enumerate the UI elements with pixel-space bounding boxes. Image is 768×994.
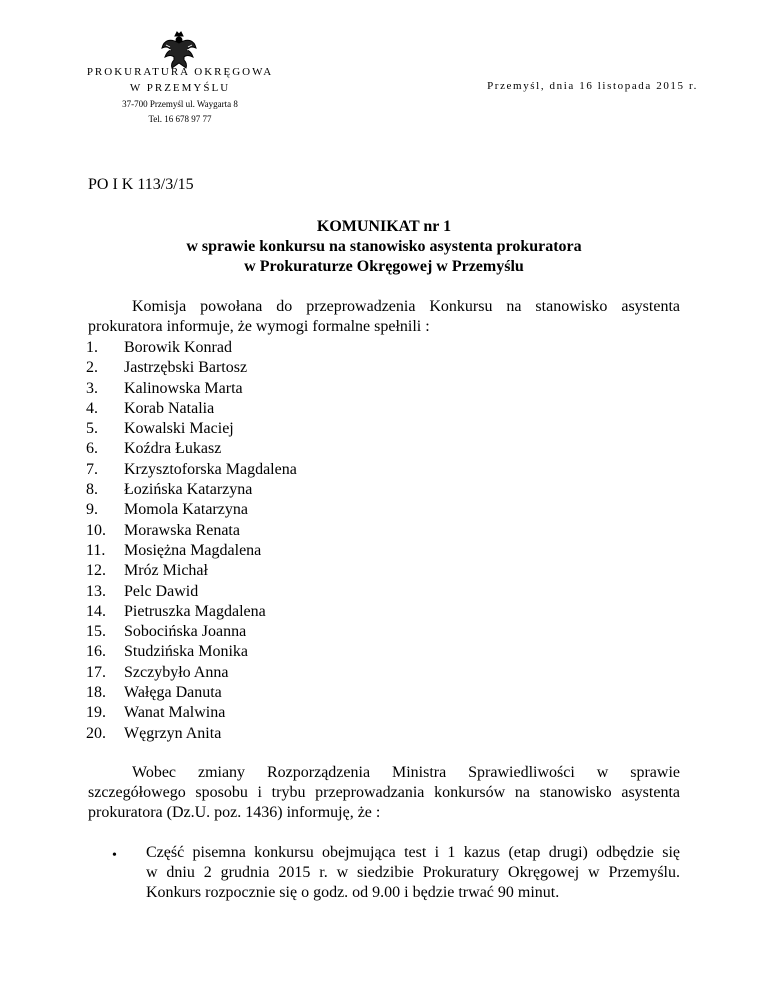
document-title: KOMUNIKAT nr 1 xyxy=(316,218,452,235)
list-item-number: 16. xyxy=(86,643,106,661)
list-item-name: Krzysztoforska Magdalena xyxy=(124,460,297,478)
case-reference: PO I K 113/3/15 xyxy=(88,176,194,193)
institution-address: 37-700 Przemyśl ul. Waygarta 8 xyxy=(122,99,238,109)
list-item-name: Kalinowska Marta xyxy=(124,379,243,397)
list-item-number: 13. xyxy=(86,582,106,600)
list-item-name: Wałęga Danuta xyxy=(124,684,222,702)
regulation-paragraph xyxy=(88,763,680,823)
list-item-name: Łozińska Katarzyna xyxy=(124,481,253,499)
institution-phone: Tel. 16 678 97 77 xyxy=(148,114,212,124)
list-item-number: 4. xyxy=(86,399,98,417)
list-item-name: Borowik Konrad xyxy=(124,339,232,356)
list-item-number: 1. xyxy=(86,339,98,356)
eagle-emblem-icon xyxy=(160,30,198,70)
list-item-name: Morawska Renata xyxy=(124,521,240,539)
list-item-number: 5. xyxy=(86,420,98,438)
regulation-line2: szczegółowego sposobu i trybu przeprowadzania konkursów na stanowisko asystenta xyxy=(88,784,680,801)
list-item-name: Koźdra Łukasz xyxy=(124,440,222,458)
list-item-name: Węgrzyn Anita xyxy=(124,724,222,742)
intro-paragraph xyxy=(88,297,680,337)
list-item-number: 18. xyxy=(86,684,106,702)
regulation-line3: prokuratora (Dz.U. poz. 1436) informuję, że : xyxy=(88,804,381,821)
list-item-number: 20. xyxy=(86,724,106,742)
list-item-name: Pelc Dawid xyxy=(124,582,199,600)
list-item-name: Kowalski Maciej xyxy=(124,420,234,438)
intro-line2: prokuratora informuje, że wymogi formalne spełnili : xyxy=(88,318,430,335)
list-item-number: 11. xyxy=(86,541,106,559)
list-item-number: 9. xyxy=(86,501,98,519)
list-item-number: 2. xyxy=(86,359,98,377)
list-item-name: Pietruszka Magdalena xyxy=(124,602,266,620)
list-item-number: 15. xyxy=(86,623,106,641)
list-item-name: Jastrzębski Bartosz xyxy=(124,359,248,377)
bullet-icon: • xyxy=(112,848,117,863)
list-item-number: 17. xyxy=(86,663,106,681)
intro-line1: Komisja powołana do przeprowadzenia Konkursu na stanowisko asystenta xyxy=(132,298,680,315)
bullet-paragraph xyxy=(146,843,680,903)
list-item-name: Mosiężna Magdalena xyxy=(124,541,262,559)
document-subtitle-line1: w sprawie konkursu na stanowisko asystenta prokuratora xyxy=(186,238,582,255)
list-item-name: Sobocińska Joanna xyxy=(124,623,247,641)
list-item-number: 10. xyxy=(86,521,106,539)
document-subtitle-line2: w Prokuraturze Okręgowej w Przemyślu xyxy=(244,258,524,275)
list-item-number: 14. xyxy=(86,602,106,620)
list-item-name: Korab Natalia xyxy=(124,399,215,417)
bullet-line1: Część pisemna konkursu obejmująca test i 1 kazus (etap drugi) odbędzie się xyxy=(146,844,680,861)
list-item-number: 3. xyxy=(86,379,98,397)
list-item-name: Mróz Michał xyxy=(124,562,208,580)
list-item-number: 19. xyxy=(86,704,106,722)
list-item-name: Wanat Malwina xyxy=(124,704,226,722)
list-item-name: Studzińska Monika xyxy=(124,643,248,661)
list-item-name: Szczybyło Anna xyxy=(124,663,229,681)
list-item-number: 7. xyxy=(86,460,98,478)
bullet-line2: w dniu 2 grudnia 2015 r. w siedzibie Prokuratury Okręgowej w Przemyślu. xyxy=(146,864,680,881)
bullet-line3: Konkurs rozpocznie się o godz. od 9.00 i będzie trwać 90 minut. xyxy=(146,884,560,901)
list-item-name: Momola Katarzyna xyxy=(124,501,248,519)
list-item-number: 8. xyxy=(86,481,98,499)
place-date: Przemyśl, dnia 16 listopada 2015 r. xyxy=(487,80,698,92)
institution-name-line2: W PRZEMYŚLU xyxy=(129,82,231,94)
list-item-number: 6. xyxy=(86,440,98,458)
list-item-number: 12. xyxy=(86,562,106,580)
regulation-line1: Wobec zmiany Rozporządzenia Ministra Sprawiedliwości w sprawie xyxy=(132,764,680,781)
institution-name-line1: PROKURATURA OKRĘGOWA xyxy=(86,66,274,78)
